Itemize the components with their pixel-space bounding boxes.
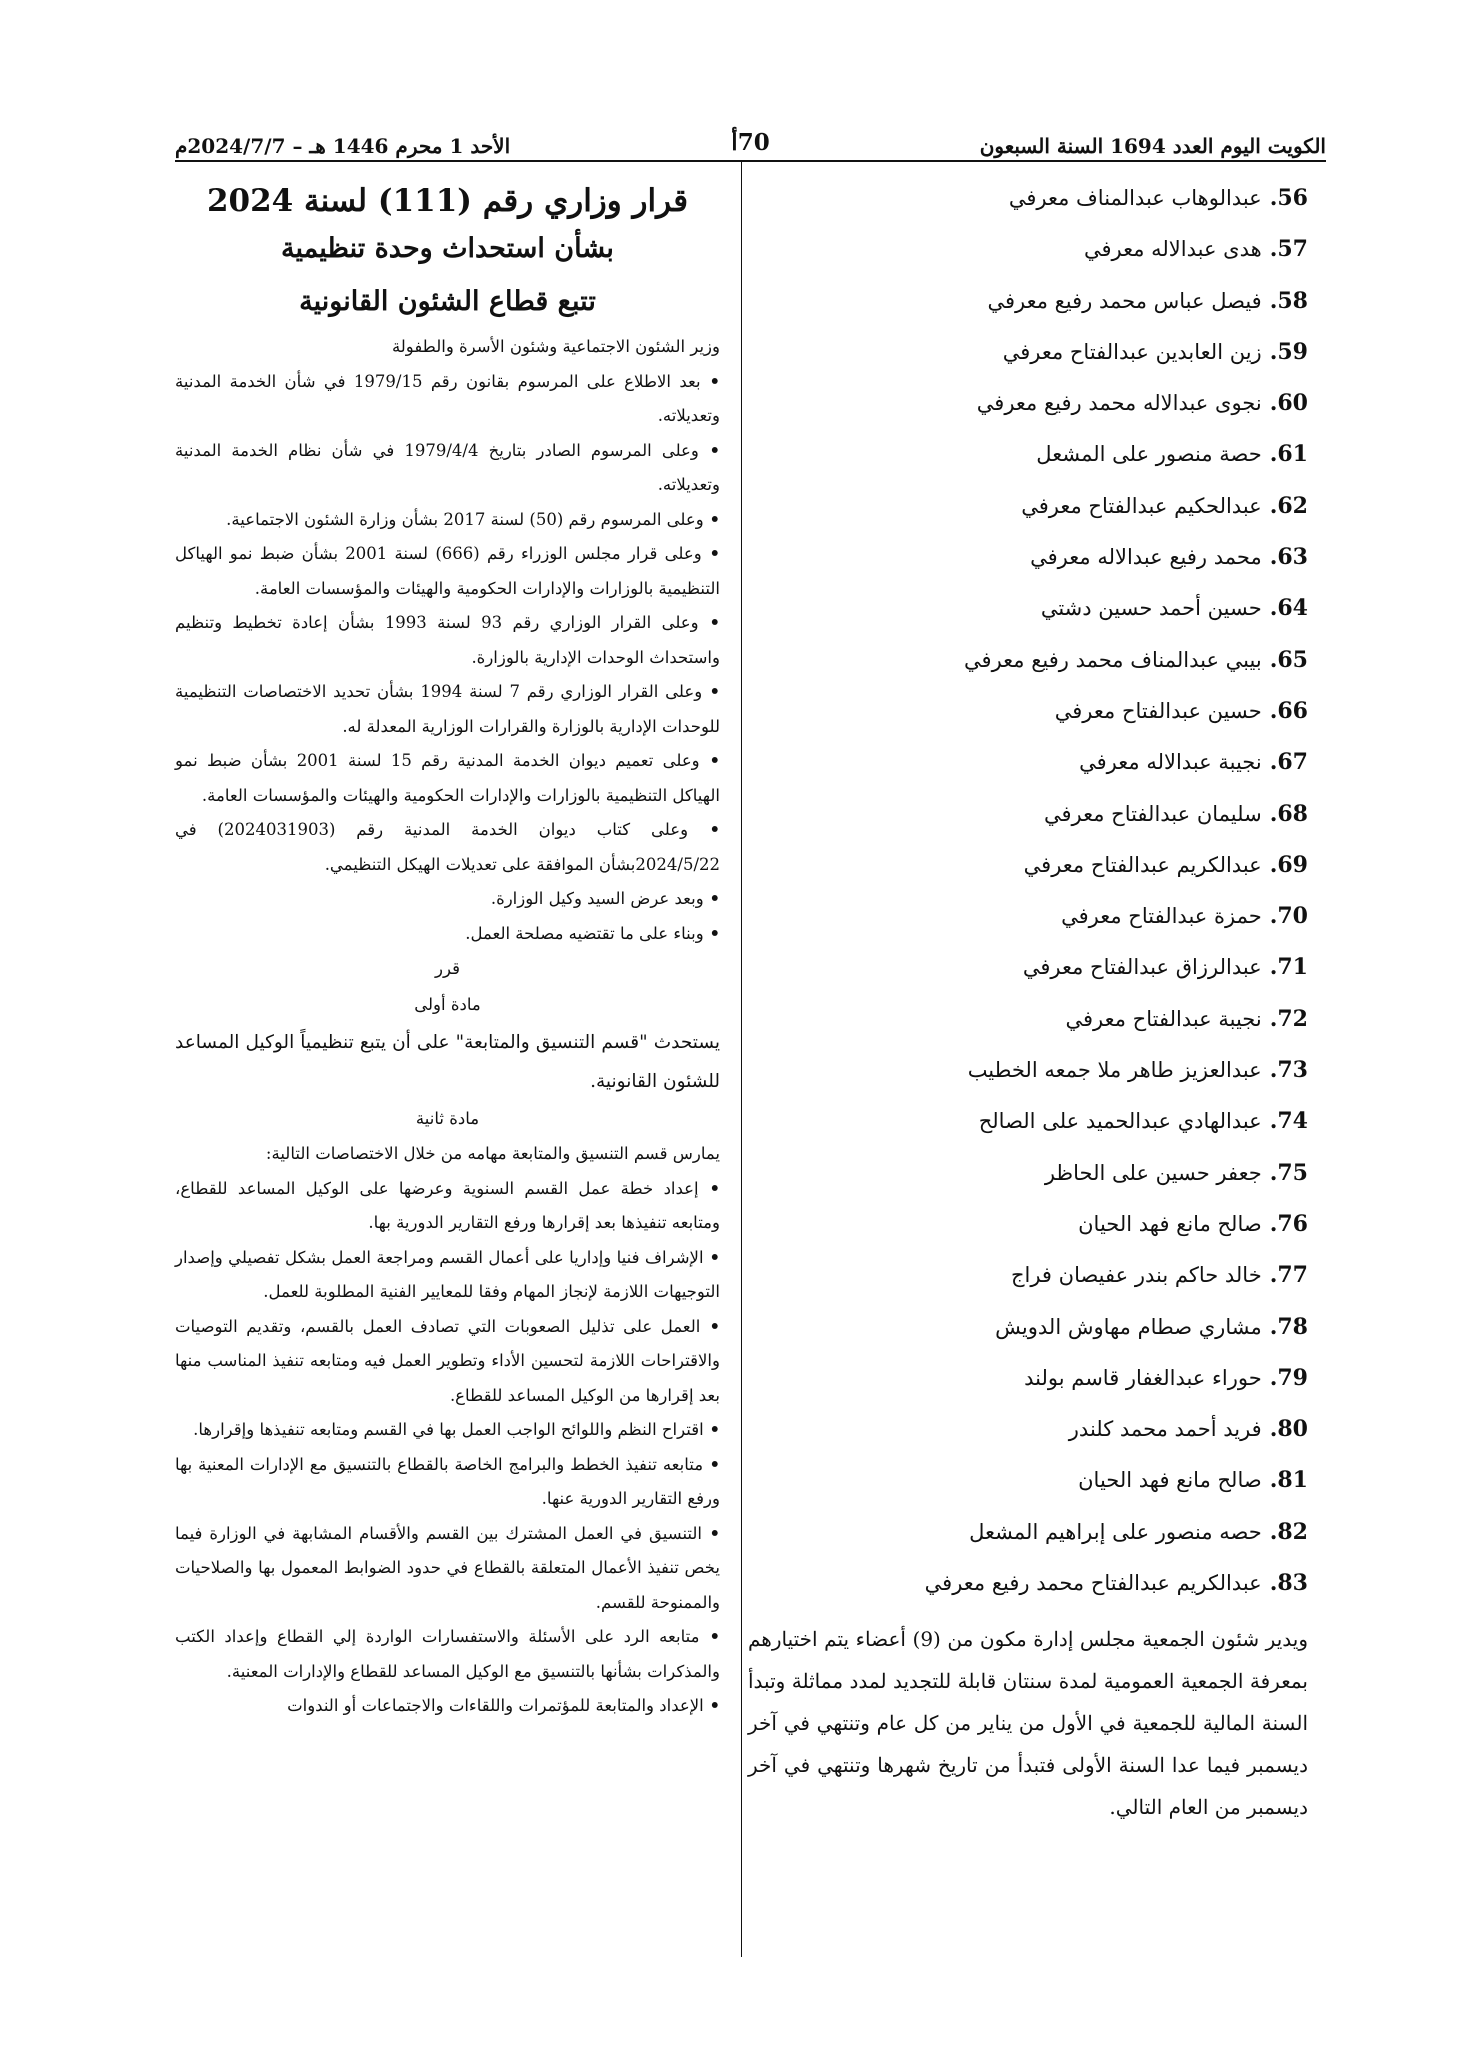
member-number: 56.	[1269, 185, 1308, 211]
member-number: 76.	[1269, 1210, 1308, 1237]
member-number: 83.	[1269, 1570, 1308, 1597]
member-item	[748, 588, 1308, 639]
member-name: بيبي عبدالمناف محمد رفيع معرفي	[964, 647, 1262, 672]
member-name: حصه منصور على إبراهيم المشعل	[969, 1519, 1262, 1544]
member-item	[748, 947, 1308, 998]
member-name: صالح مانع فهد الحيان	[1078, 1468, 1262, 1493]
recital-item: • وعلى تعميم ديوان الخدمة المدنية رقم 15 لسنة 2001 بشأن ضبط نمو الهياكل التنظيمية بالوزارات والإدارات الحكومية والهيئات والمؤسسات العامة.	[175, 744, 720, 813]
member-number: 65.	[1269, 646, 1308, 673]
member-number: 78.	[1269, 1313, 1308, 1340]
member-name: عبدالعزيز طاهر ملا جمعه الخطيب	[967, 1058, 1262, 1083]
member-item	[748, 486, 1308, 537]
member-item	[748, 1358, 1308, 1409]
member-item	[748, 1512, 1308, 1563]
member-item	[748, 640, 1308, 691]
member-number: 79.	[1269, 1364, 1308, 1391]
member-number: 73.	[1269, 1057, 1308, 1084]
member-name: عبدالكريم عبدالفتاح محمد رفيع معرفي	[924, 1571, 1262, 1596]
article-2-item: • إعداد خطة عمل القسم السنوية وعرضها على الوكيل المساعد للقطاع، ومتابعه تنفيذها بعد إقرارها ورفع التقارير الدورية بها.	[175, 1172, 720, 1241]
member-number: 57.	[1269, 236, 1308, 263]
member-number: 64.	[1269, 595, 1308, 622]
member-name: جعفر حسين على الحاظر	[1044, 1160, 1262, 1185]
member-number: 66.	[1269, 697, 1308, 724]
member-number: 59.	[1269, 338, 1308, 365]
decree-subtitle-2: تتبع قطاع الشئون القانونية	[299, 286, 596, 317]
member-item	[748, 845, 1308, 896]
member-name: عبدالكريم عبدالفتاح معرفي	[1023, 852, 1262, 877]
article-2-item: • اقتراح النظم واللوائح الواجب العمل بها في القسم ومتابعه تنفيذها وإقرارها.	[175, 1413, 720, 1448]
decree-subtitle-1: بشأن استحداث وحدة تنظيمية	[281, 233, 614, 264]
member-name: خالد حاكم بندر عفيصان فراج	[1010, 1263, 1262, 1288]
member-item	[748, 1563, 1308, 1614]
member-name: عبدالهادي عبدالحميد على الصالح	[978, 1109, 1262, 1134]
recital-item: • وعلى قرار مجلس الوزراء رقم (666) لسنة 2001 بشأن ضبط نمو الهياكل التنظيمية بالوزارات والإدارات الحكومية والهيئات والمؤسسات العامة.	[175, 537, 720, 606]
member-number: 71.	[1269, 954, 1308, 981]
member-name: حسين عبدالفتاح معرفي	[1054, 698, 1262, 723]
recital-item: • وعلى المرسوم رقم (50) لسنة 2017 بشأن وزارة الشئون الاجتماعية.	[175, 503, 720, 538]
member-item	[748, 1204, 1308, 1255]
member-number: 80.	[1269, 1416, 1308, 1443]
member-number: 72.	[1269, 1005, 1308, 1032]
member-item	[748, 1153, 1308, 1204]
member-name: حوراء عبدالغفار قاسم بولند	[1024, 1365, 1262, 1390]
member-name: نجوى عبدالاله محمد رفيع معرفي	[976, 391, 1262, 416]
recitals	[175, 365, 720, 952]
member-item	[748, 178, 1308, 229]
member-name: محمد رفيع عبدالاله معرفي	[1030, 545, 1262, 570]
member-number: 58.	[1269, 287, 1308, 314]
recital-item: • وعلى القرار الوزاري رقم 7 لسنة 1994 بشأن تحديد الاختصاصات التنظيمية للوحدات الإدارية بالوزارة والقرارات الوزارية المعدلة له.	[175, 675, 720, 744]
recital-item: • وبعد عرض السيد وكيل الوزارة.	[175, 882, 720, 917]
members-items	[748, 178, 1308, 1614]
member-number: 60.	[1269, 390, 1308, 417]
member-name: صالح مانع فهد الحيان	[1078, 1211, 1262, 1236]
minister-line: وزير الشئون الاجتماعية وشئون الأسرة والطفولة	[391, 337, 720, 356]
member-item	[748, 1460, 1308, 1511]
member-item	[748, 281, 1308, 332]
member-item	[748, 1255, 1308, 1306]
member-number: 63.	[1269, 544, 1308, 571]
member-number: 70.	[1269, 903, 1308, 930]
recital-item: • بعد الاطلاع على المرسوم بقانون رقم 1979/15 في شأن الخدمة المدنية وتعديلاته.	[175, 365, 720, 434]
article-2-item: • التنسيق في العمل المشترك بين القسم والأقسام المشابهة في الوزارة فيما يخص تنفيذ الأعمال المتعلقة بالقطاع في حدود الضوابط المعمول بها والصلاحيات والممنوحة للقسم.	[175, 1517, 720, 1621]
member-item	[748, 1409, 1308, 1460]
member-number: 75.	[1269, 1159, 1308, 1186]
header-date: الأحد 1 محرم 1446 هـ – 2024/7/7م	[175, 134, 511, 158]
member-item	[748, 332, 1308, 383]
page-number: 70أ	[731, 129, 770, 156]
member-name: عبدالحكيم عبدالفتاح معرفي	[1021, 493, 1262, 518]
header-rule	[175, 160, 1326, 162]
page-header	[175, 118, 1326, 158]
member-number: 69.	[1269, 851, 1308, 878]
member-name: حمزة عبدالفتاح معرفي	[1061, 904, 1262, 929]
member-number: 74.	[1269, 1108, 1308, 1135]
member-item	[748, 1101, 1308, 1152]
member-name: سليمان عبدالفتاح معرفي	[1043, 801, 1262, 826]
article-2-item: • الإشراف فنيا وإداريا على أعمال القسم ومراجعة العمل بشكل تفصيلي وإصدار التوجيهات اللازمة لإنجاز المهام وفقا للمعايير الفنية المطلوبة للعمل.	[175, 1241, 720, 1310]
member-item	[748, 383, 1308, 434]
member-name: عبدالرزاق عبدالفتاح معرفي	[1022, 955, 1262, 980]
member-number: 81.	[1269, 1467, 1308, 1494]
decree	[175, 178, 720, 1724]
member-item	[748, 742, 1308, 793]
article-2-item: • متابعه الرد على الأسئلة والاستفسارات الواردة إلي القطاع وإعداد الكتب والمذكرات بشأنها بالتنسيق مع الوكيل المساعد للقطاع والإدارات المعنية.	[175, 1620, 720, 1689]
decided-heading: قرر	[435, 959, 460, 978]
member-name: مشاري صطام مهاوش الدويش	[995, 1314, 1262, 1339]
recital-item: • وبناء على ما تقتضيه مصلحة العمل.	[175, 917, 720, 952]
member-number: 61.	[1269, 441, 1308, 468]
article-2-item: • العمل على تذليل الصعوبات التي تصادف العمل بالقسم، وتقديم التوصيات والاقتراحات اللازمة لتحسين الأداء وتطوير العمل فيه ومتابعه تنفيذ المناسب منها بعد إقرارها من الوكيل المساعد للقطاع.	[175, 1310, 720, 1414]
member-number: 67.	[1269, 749, 1308, 776]
recital-item: • وعلى القرار الوزاري رقم 93 لسنة 1993 بشأن إعادة تخطيط وتنظيم واستحداث الوحدات الإدارية بالوزارة.	[175, 606, 720, 675]
article-2-item: • الإعداد والمتابعة للمؤتمرات واللقاءات والاجتماعات أو الندوات	[175, 1689, 720, 1724]
member-item	[748, 999, 1308, 1050]
member-item	[748, 1307, 1308, 1358]
member-name: فيصل عباس محمد رفيع معرفي	[987, 288, 1262, 313]
recital-item: • وعلى كتاب ديوان الخدمة المدنية رقم (2024031903) في 2024/5/22بشأن الموافقة على تعديلات الهيكل التنظيمي.	[175, 813, 720, 882]
member-item	[748, 691, 1308, 742]
member-number: 77.	[1269, 1262, 1308, 1289]
members-list	[748, 178, 1308, 1828]
member-name: نجيبة عبدالاله معرفي	[1079, 750, 1262, 775]
article-2-title: مادة ثانية	[415, 1109, 480, 1128]
member-number: 68.	[1269, 800, 1308, 827]
member-name: حسين أحمد حسين دشتي	[1040, 596, 1262, 621]
member-item	[748, 896, 1308, 947]
column-divider	[741, 162, 742, 1957]
member-number: 62.	[1269, 492, 1308, 519]
member-name: نجيبة عبدالفتاح معرفي	[1065, 1006, 1262, 1031]
member-number: 82.	[1269, 1518, 1308, 1545]
recital-item: • وعلى المرسوم الصادر بتاريخ 1979/4/4 في شأن نظام الخدمة المدنية وتعديلاته.	[175, 434, 720, 503]
article-1-text: يستحدث "قسم التنسيق والمتابعة" على أن يتبع تنظيمياً الوكيل المساعد للشئون القانونية.	[175, 1032, 720, 1092]
member-item	[748, 1050, 1308, 1101]
member-name: عبدالوهاب عبدالمناف معرفي	[1008, 186, 1262, 210]
member-item	[748, 794, 1308, 845]
article-2-item: • متابعه تنفيذ الخطط والبرامج الخاصة بالقطاع بالتنسيق مع الإدارات المعنية بها ورفع التقارير الدورية عنها.	[175, 1448, 720, 1517]
article-1-title: مادة أولى	[414, 995, 481, 1014]
member-name: هدى عبدالاله معرفي	[1083, 237, 1262, 262]
closing-paragraph: ويدير شئون الجمعية مجلس إدارة مكون من (9) أعضاء يتم اختيارهم بمعرفة الجمعية العمومية لمدة سنتان قابلة للتجديد لمدد مماثلة وتبدأ السنة المالية للجمعية في الأول من يناير من كل عام وتنتهي في آخر ديسمبر فيما عدا السنة الأولى فتبدأ من تاريخ شهرها وتنتهي في آخر ديسمبر من العام التالي.	[748, 1627, 1308, 1820]
member-name: حصة منصور على المشعل	[1036, 442, 1262, 467]
member-item	[748, 434, 1308, 485]
article-2-items	[175, 1172, 720, 1724]
member-item	[748, 229, 1308, 280]
decree-title: قرار وزاري رقم (111) لسنة 2024	[206, 183, 689, 219]
member-name: زين العابدين عبدالفتاح معرفي	[1002, 339, 1262, 364]
member-item	[748, 537, 1308, 588]
article-2-intro: يمارس قسم التنسيق والمتابعة مهامه من خلال الاختصاصات التالية:	[265, 1144, 720, 1163]
header-issue: الكويت اليوم العدد 1694 السنة السبعون	[979, 134, 1326, 158]
member-name: فريد أحمد محمد كلندر	[1068, 1417, 1262, 1442]
